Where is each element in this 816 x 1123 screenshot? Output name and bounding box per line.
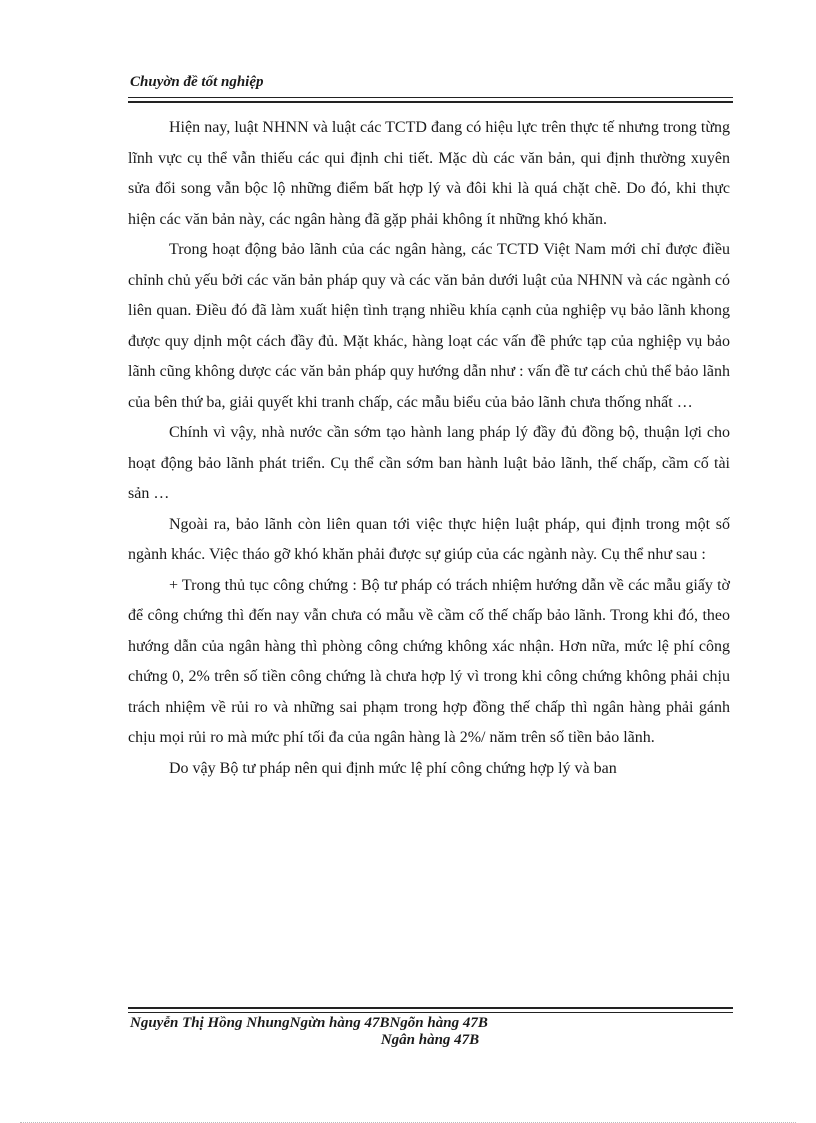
header-title: Chuyờn đề tốt nghiệp [130,74,264,90]
footer-class: Ngân hàng 47B [380,1032,480,1048]
paragraph: Hiện nay, luật NHNN và luật các TCTD đang có hiệu lực trên thực tế nhưng trong từng lĩnh vực cụ thể vẫn thiếu các qui định chi tiết. Mặc dù các văn bản, qui định thường xuyên sửa đổi song vẫn bộc lộ những điểm bất hợp lý và đôi khi là quá chặt chẽ. Do đó, khi thực hiện các văn bản này, các ngân hàng đã gặp phải không ít những khó khăn. [128,119,730,228]
footer-author: Nguyễn Thị Hồng NhungNgừn hàng 47BNgõn hàng 47B [130,1015,488,1031]
paragraph: Do vậy Bộ tư pháp nên qui định mức lệ phí công chứng hợp lý và ban [169,759,617,777]
footer-rule-thick [128,1007,733,1009]
header-rule-thick [128,101,733,103]
footer-rule-thin [128,1012,733,1013]
paragraph: + Trong thủ tục công chứng : Bộ tư pháp có trách nhiệm hướng dẫn về các mẫu giấy tờ để công chứng thì đến nay vẫn chưa có mẫu về cầm cố thế chấp bảo lãnh. Trong khi đó, theo hướng dẫn của ngân hàng thì phòng công chứng không xác nhận. Hơn nữa, mức lệ phí công chứng 0, 2% trên số tiền công chứng là chưa hợp lý vì trong khi công chứng không phải chịu trách nhiệm về rủi ro và những sai phạm trong hợp đồng thế chấp thì ngân hàng phải gánh chịu mọi rủi ro mà mức phí tối đa của ngân hàng là 2%/ năm trên số tiền bảo lãnh. [128,576,730,746]
paragraph: Trong hoạt động bảo lãnh của các ngân hàng, các TCTD Việt Nam mới chỉ được điều chỉnh chủ yếu bởi các văn bản pháp quy và các văn bản dưới luật của NHNN và các ngành có liên quan. Điều đó đã làm xuất hiện tình trạng nhiều khía cạnh của nghiệp vụ bảo lãnh khong được quy dịnh một cách đầy đủ. Mặt khác, hàng loạt các vấn đề phức tạp của nghiệp vụ bảo lãnh cũng không dược các văn bản pháp quy hướng dẫn như : vấn đề tư cách chủ thể bảo lãnh của bên thứ ba, giải quyết khi tranh chấp, các mẫu biểu của bảo lãnh chưa thống nhất … [128,241,730,411]
header-rule-thin [128,97,733,98]
paragraph: Ngoài ra, bảo lãnh còn liên quan tới việc thực hiện luật pháp, qui định trong một số ngành khác. Việc tháo gỡ khó khăn phải được sự giúp của các ngành này. Cụ thể như sau : [128,515,730,563]
body-text [128,113,730,784]
paragraph: Chính vì vậy, nhà nước cần sớm tạo hành lang pháp lý đầy đủ đồng bộ, thuận lợi cho hoạt động bảo lãnh phát triển. Cụ thể cần sớm ban hành luật bảo lãnh, thế chấp, cầm cố tài sản … [128,424,730,502]
